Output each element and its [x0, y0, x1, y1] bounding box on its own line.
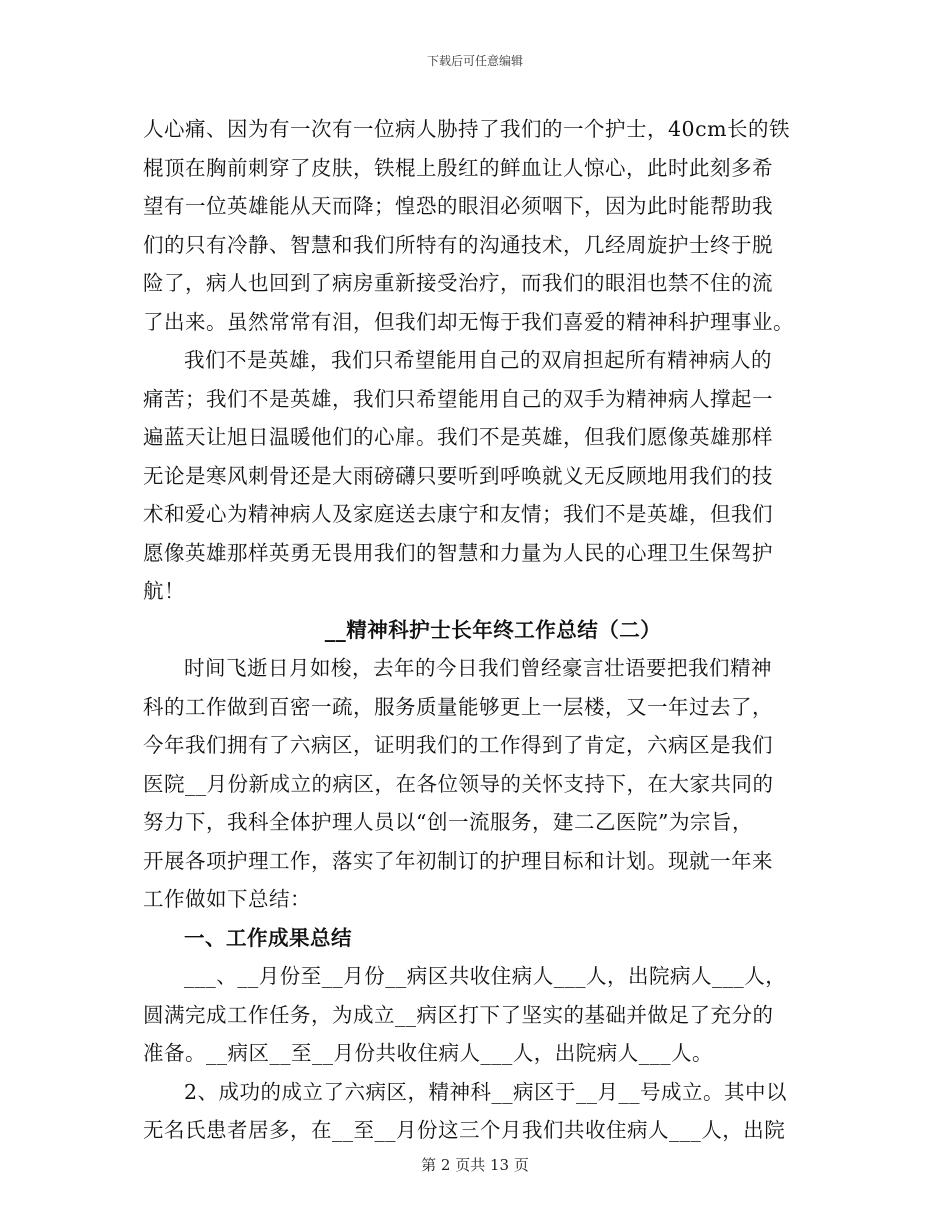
body-line: 今年我们拥有了六病区，证明我们的工作得到了肯定，六病区是我们 — [143, 733, 773, 757]
body-line: 们的只有冷静、智慧和我们所特有的沟通技术，几经周旋护士终于脱 — [143, 232, 773, 257]
section-title: __精神科护士长年终工作总结（二） — [324, 617, 662, 642]
body-line: 科的工作做到百密一疏，服务质量能够更上一层楼，又一年过去了， — [143, 694, 773, 719]
body-line: 工作做如下总结： — [143, 887, 311, 911]
document-body — [143, 110, 813, 1150]
body-line: 努力下，我科全体护理人员以“创一流服务，建二乙医院”为宗旨， — [143, 810, 753, 834]
body-line: 了出来。虽然常常有泪，但我们却无悔于我们喜爱的精神科护理事业。 — [143, 309, 794, 334]
body-line: ___、__月份至__月份__病区共收住病人___人，出院病人___人， — [184, 964, 787, 988]
section-heading: 一、工作成果总结 — [184, 925, 352, 950]
body-line: 开展各项护理工作，落实了年初制订的护理目标和计划。现就一年来 — [143, 848, 773, 873]
body-line: 航！ — [143, 579, 185, 603]
body-line: 医院__月份新成立的病区，在各位领导的关怀支持下，在大家共同的 — [143, 771, 774, 796]
body-line: 人心痛、因为有一次有一位病人胁持了我们的一个护士，40cm长的铁 — [143, 117, 791, 141]
body-line: 圆满完成工作任务，为成立__病区打下了坚实的基础并做足了充分的 — [143, 1002, 774, 1027]
body-line: 望有一位英雄能从天而降；惶恐的眼泪必须咽下，因为此时能帮助我 — [143, 194, 773, 218]
body-line: 痛苦；我们不是英雄，我们只希望能用自己的双手为精神病人撑起一 — [143, 386, 773, 411]
body-line: 我们不是英雄，我们只希望能用自己的双肩担起所有精神病人的 — [184, 348, 772, 372]
body-line: 棍顶在胸前刺穿了皮肤，铁棍上殷红的鲜血让人惊心，此时此刻多希 — [143, 155, 773, 180]
body-line: 术和爱心为精神病人及家庭送去康宁和友情；我们不是英雄，但我们 — [143, 502, 773, 526]
body-line: 愿像英雄那样英勇无畏用我们的智慧和力量为人民的心理卫生保驾护 — [143, 540, 773, 565]
body-line: 时间飞逝日月如梭，去年的今日我们曾经豪言壮语要把我们精神 — [184, 656, 772, 680]
page-footer: 第 2 页共 13 页 — [421, 1156, 529, 1174]
body-line: 遍蓝天让旭日温暖他们的心扉。我们不是英雄，但我们愿像英雄那样 — [143, 425, 773, 449]
body-line: 准备。__病区__至__月份共收住病人___人，出院病人___人。 — [143, 1041, 713, 1065]
body-line: 无名氏患者居多，在__至__月份这三个月我们共收住病人___人，出院 — [143, 1118, 786, 1142]
page-header: 下载后可任意编辑 — [426, 54, 523, 68]
body-line: 险了，病人也回到了病房重新接受治疗，而我们的眼泪也禁不住的流 — [143, 271, 773, 295]
body-line: 无论是寒风刺骨还是大雨磅礴只要听到呼唤就义无反顾地用我们的技 — [143, 463, 773, 488]
body-line: 2、成功的成立了六病区，精神科__病区于__月__号成立。其中以 — [184, 1079, 788, 1104]
